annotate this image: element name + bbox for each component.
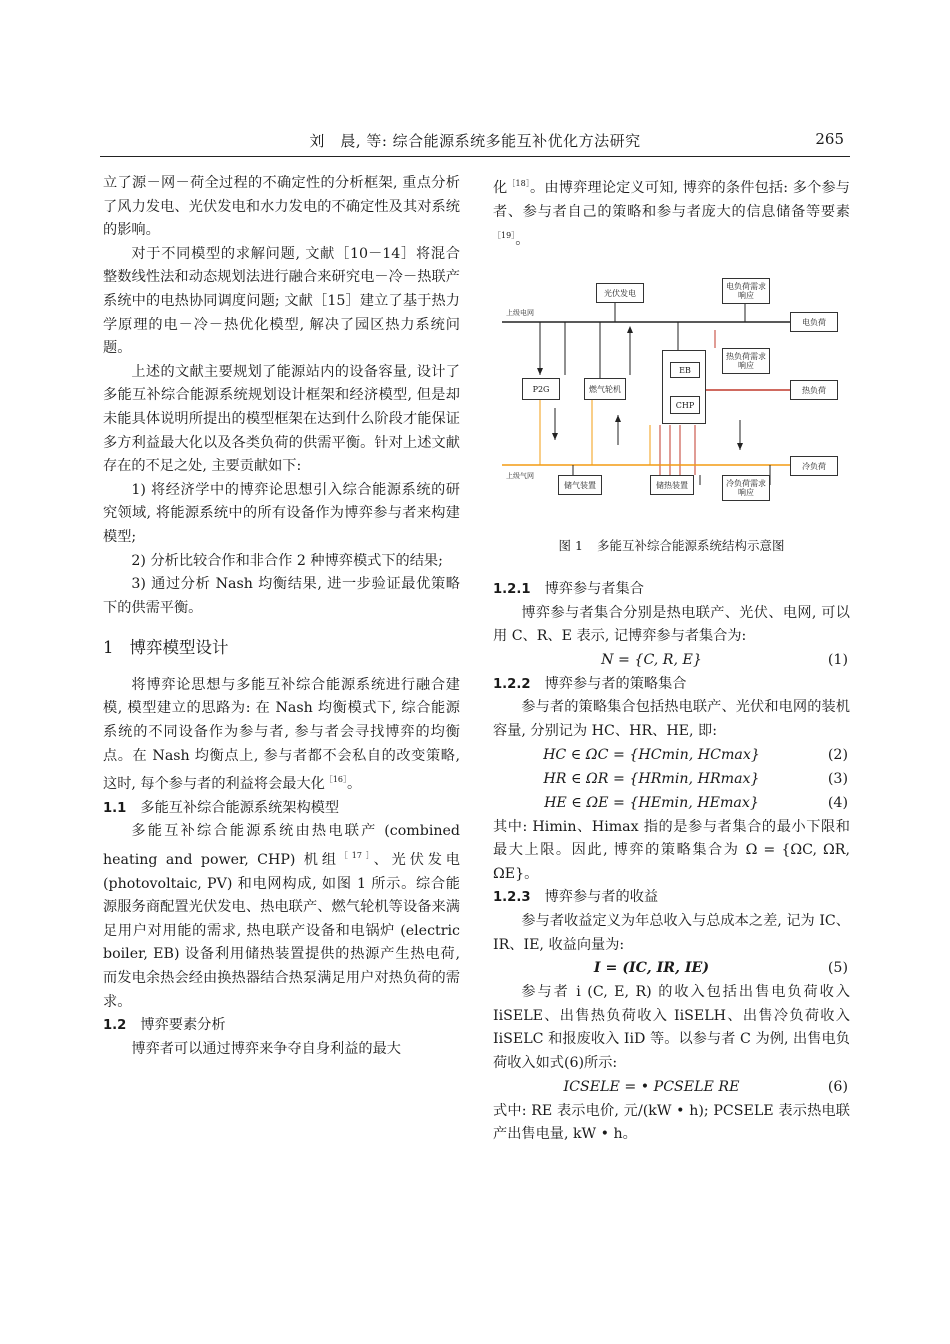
- subsection-title: 博弈参与者集合: [544, 581, 644, 597]
- pv-box: 光伏发电: [596, 283, 644, 303]
- equation-body: HR ∈ ΩR = {HRmin, HRmax}: [543, 770, 760, 787]
- paragraph: [103, 674, 460, 797]
- paragraph: 参与者的策略集合包括热电联产、光伏和电网的装机容量, 分别记为 HC、HR、HE, 即:: [493, 699, 850, 739]
- cold-load-box: 冷负荷: [790, 456, 838, 476]
- equation-body: HE ∈ ΩE = {HEmin, HEmax}: [544, 794, 759, 811]
- chp-box: CHP: [670, 396, 700, 414]
- paragraph: 其中: Himin、Himax 指的是参与者集合的最小下限和最大上限。因此, 博弈的策略集合为 Ω = {ΩC, ΩR, ΩE}。: [493, 818, 850, 882]
- subsection-number: 1.2.2: [493, 676, 531, 692]
- paragraph-text: 化: [493, 180, 508, 196]
- equation-5: [493, 957, 850, 981]
- heat-response-box: 热负荷需求响应: [722, 348, 770, 374]
- paragraph: [493, 172, 850, 253]
- paragraph-text: 、光伏发电 (photovoltaic, PV) 和电网构成, 如图 1 所示。综合能源服务商配置光伏发电、热电联产、燃气轮机等设备来满足用户对用能的需求, 热电联产设备和电锅炉 (electric boiler, EB) 设备利用储热装置提供的热源产生热电荷, 而发电余热会经由换热器结合热泵满足用户对热负荷的需求。: [103, 852, 460, 1010]
- subsection-heading: [493, 886, 850, 910]
- elec-response-box: 电负荷需求响应: [722, 278, 770, 304]
- paragraph: 式中: RE 表示电价, 元/(kW • h); PCSELE 表示热电联产出售电量, kW • h。: [493, 1102, 850, 1143]
- contribution-item: 1) 将经济学中的博弈论思想引入综合能源系统的研究领域, 将能源系统中的所有设备作为博弈参与者来构建模型;: [103, 481, 460, 545]
- heat-load-box: 热负荷: [790, 380, 838, 400]
- equation-2: [493, 744, 850, 768]
- running-title: 刘 晨, 等: 综合能源系统多能互补优化方法研究: [309, 132, 641, 150]
- heat-storage-box: 储热装置: [650, 475, 694, 495]
- equation-number: (3): [827, 770, 848, 787]
- citation: ［19］: [493, 231, 516, 241]
- p2g-box: P2G: [522, 378, 560, 400]
- equation-number: (5): [827, 960, 848, 977]
- equation-number: (6): [827, 1078, 848, 1095]
- paragraph: 参与者收益定义为年总收入与总成本之差, 记为 IC、IR、IE, 收益向量为:: [493, 912, 850, 953]
- equation-3: [493, 768, 850, 792]
- equation-number: (4): [827, 794, 848, 811]
- gas-storage-box: 储气装置: [558, 475, 602, 495]
- subsection-title: 博弈要素分析: [140, 1017, 226, 1034]
- equation-number: (2): [827, 746, 848, 763]
- paragraph: [103, 820, 460, 1014]
- citation: ［18］: [507, 179, 531, 188]
- subsection-number: 1.2: [103, 1018, 127, 1034]
- citation: ［17］: [339, 851, 374, 861]
- contribution-item: 2) 分析比较合作和非合作 2 种博弈模式下的结果;: [131, 552, 443, 569]
- elec-load-box: 电负荷: [790, 312, 838, 332]
- paragraph-text: 将博弈论思想与多能互补综合能源系统进行融合建模, 模型建立的思路为: 在 Nash 均衡模式下, 综合能源系统的不同设备作为参与者, 参与者会寻找博弈的均衡点。在 Nash 均衡点上, 参与者都不会私自的改变策略, 这时, 每个参与者的利益将会最大化: [103, 676, 460, 793]
- caption-number: 图 1: [558, 538, 583, 553]
- equation-number: (1): [827, 651, 848, 668]
- paragraph: 博弈者可以通过博弈来争夺自身利益的最大: [131, 1040, 401, 1057]
- paragraph: 对于不同模型的求解问题, 文献［10－14］将混合整数线性法和动态规划法进行融合来研究电－冷－热联产系统中的电热协同调度问题; 文献［15］建立了基于热力学原理的电－冷－热优化模型, 解决了园区热力系统问题。: [103, 245, 460, 357]
- subsection-heading: [493, 578, 850, 602]
- subsection-number: 1.2.1: [493, 582, 531, 597]
- contribution-item: 3) 通过分析 Nash 均衡结果, 进一步验证最优策略下的供需平衡。: [103, 576, 460, 616]
- subsection-heading: [493, 673, 850, 697]
- caption-text: 多能互补综合能源系统结构示意图: [596, 538, 785, 553]
- page-header: [100, 128, 850, 157]
- equation-body: I = (IC, IR, IE): [593, 960, 710, 977]
- subsection-heading: [103, 1014, 460, 1038]
- paragraph: 立了源－网－荷全过程的不确定性的分析框架, 重点分析了风力发电、光伏发电和水力发电的不确定性及其对系统的影响。: [103, 175, 460, 239]
- paragraph-text: 多能互补综合能源系统由热电联产 (combined heating and power, CHP) 机组: [103, 823, 460, 869]
- subsection-number: 1.2.3: [493, 890, 531, 906]
- subsection-title: 博弈参与者的收益: [544, 889, 659, 906]
- paragraph: 参与者 i (C, E, R) 的收入包括出售电负荷收入 IiSELE、出售热负荷收入 IiSELH、出售冷负荷收入 IiSELC 和报废收入 IiD 等。以参与者 C 为例, 出售电负荷收入如式(6)所示:: [493, 984, 850, 1071]
- eb-box: EB: [670, 362, 700, 378]
- grid-label: 上级电网: [506, 309, 534, 317]
- subsection-title: 多能互补综合能源系统架构模型: [140, 799, 340, 816]
- paragraph-text: 。由博弈理论定义可知, 博弈的条件包括: 多个参与者、参与者自己的策略和参与者庞大的信息储备等要素: [493, 180, 850, 220]
- page-number: 265: [815, 130, 844, 148]
- paragraph-text: 。: [515, 232, 530, 249]
- section-title: 博弈模型设计: [129, 638, 229, 658]
- subsection-heading: [103, 797, 460, 821]
- right-column-top: [493, 172, 850, 253]
- figure-caption: [493, 536, 850, 554]
- paragraph: 博弈参与者集合分别是热电联产、光伏、电网, 可以用 C、R、E 表示, 记博弈参与者集合为:: [493, 604, 850, 645]
- citation: ［16］: [324, 775, 348, 785]
- figure-1-diagram: [500, 270, 848, 518]
- equation-body: HC ∈ ΩC = {HCmin, HCmax}: [543, 746, 760, 763]
- equation-6: [493, 1076, 850, 1100]
- gas-turbine-box: 燃气轮机: [584, 378, 626, 400]
- paragraph: 上述的文献主要规划了能源站内的设备容量, 设计了多能互补综合能源系统规划设计框架和经济模型, 但是却未能具体说明所提出的模型框架在达到什么阶段才能保证多方利益最大化以及各类负荷的供需平衡。针对上述文献存在的不足之处, 主要贡献如下:: [103, 363, 460, 475]
- cold-response-box: 冷负荷需求响应: [722, 475, 770, 501]
- subsection-number: 1.1: [103, 800, 127, 816]
- equation-body: ICSELE = • PCSELE RE: [563, 1078, 740, 1095]
- right-column-bottom: [493, 578, 850, 1147]
- section-number: 1: [103, 638, 114, 658]
- equation-1: [493, 649, 850, 673]
- equation-4: [493, 792, 850, 816]
- equation-body: N = {C, R, E}: [601, 651, 702, 668]
- section-heading: [103, 636, 460, 660]
- gas-label: 上级气网: [506, 472, 534, 480]
- left-column: [103, 172, 460, 1061]
- subsection-title: 博弈参与者的策略集合: [544, 675, 687, 692]
- paragraph-text: 。: [347, 776, 362, 793]
